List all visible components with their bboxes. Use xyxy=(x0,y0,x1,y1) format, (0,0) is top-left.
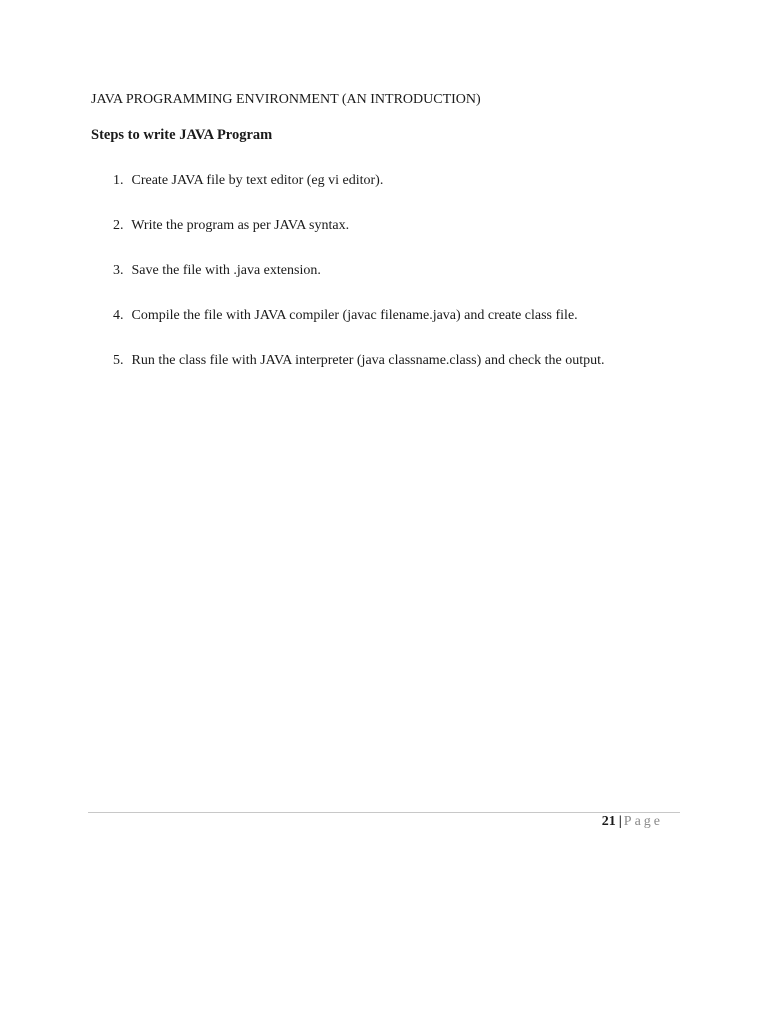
steps-list xyxy=(113,172,605,397)
page-separator: | xyxy=(618,814,622,829)
step-number: 3. xyxy=(113,263,124,278)
list-item xyxy=(113,172,605,217)
footer-divider xyxy=(88,812,680,813)
step-text: Write the program as per JAVA syntax. xyxy=(131,218,350,233)
list-item xyxy=(113,307,605,352)
list-item xyxy=(113,352,605,397)
step-text: Run the class file with JAVA interpreter (java classname.class) and check the output. xyxy=(131,353,605,368)
step-number: 5. xyxy=(113,353,124,368)
page-footer xyxy=(602,814,663,830)
list-item xyxy=(113,217,605,262)
document-title: JAVA PROGRAMMING ENVIRONMENT (AN INTRODUCTION) xyxy=(91,92,481,107)
page-number: 21 xyxy=(601,814,616,829)
section-heading: Steps to write JAVA Program xyxy=(91,127,273,143)
step-text: Save the file with .java extension. xyxy=(131,263,321,278)
step-number: 4. xyxy=(113,308,124,323)
step-number: 2. xyxy=(113,218,124,233)
step-number: 1. xyxy=(113,173,124,188)
step-text: Create JAVA file by text editor (eg vi editor). xyxy=(131,173,384,188)
list-item xyxy=(113,262,605,307)
step-text: Compile the file with JAVA compiler (javac filename.java) and create class file. xyxy=(131,308,578,323)
page-label: Page xyxy=(623,814,663,829)
